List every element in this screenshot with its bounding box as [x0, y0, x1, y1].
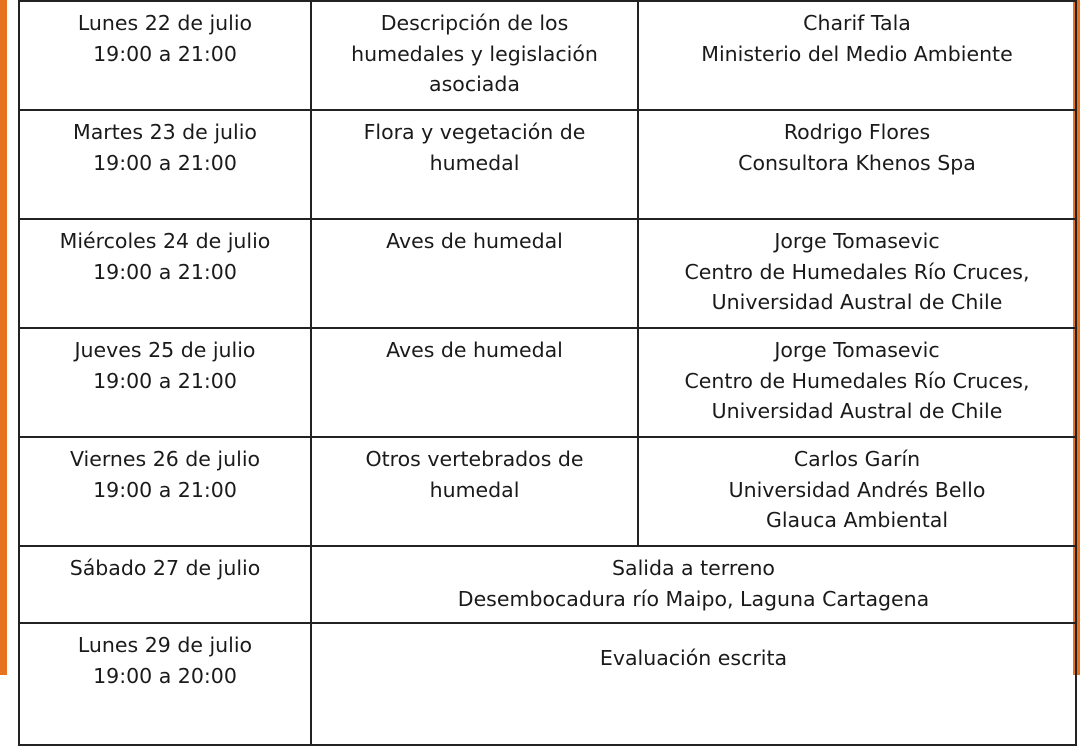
topic-line: Flora y vegetación de — [363, 120, 586, 144]
speaker-affiliation: Ministerio del Medio Ambiente — [701, 41, 1013, 66]
speaker-name: Carlos Garín — [793, 447, 921, 471]
speaker-cell — [638, 110, 1076, 219]
field-trip-cell — [311, 546, 1076, 623]
session-time: 19:00 a 21:00 — [93, 41, 237, 66]
topic-cell — [311, 437, 638, 546]
course-schedule-table — [18, 0, 1077, 746]
speaker-affiliation: Universidad Austral de Chile — [711, 290, 1003, 315]
table-row — [19, 1, 1076, 110]
speaker-affiliation: Centro de Humedales Río Cruces, — [684, 259, 1030, 284]
topic-line: humedal — [429, 150, 520, 175]
speaker-affiliation: Consultora Khenos Spa — [738, 150, 976, 175]
topic-cell — [311, 328, 638, 437]
speaker-affiliation: Centro de Humedales Río Cruces, — [684, 368, 1030, 393]
topic-cell — [311, 1, 638, 110]
table-row-field-trip — [19, 546, 1076, 623]
topic-line: Otros vertebrados de — [365, 447, 584, 471]
topic-line: Aves de humedal — [386, 229, 563, 253]
session-time: 19:00 a 21:00 — [93, 368, 237, 393]
date-cell — [19, 219, 311, 328]
session-time: 19:00 a 21:00 — [93, 477, 237, 502]
speaker-name: Jorge Tomasevic — [774, 338, 940, 362]
session-date: Lunes 22 de julio — [77, 11, 253, 35]
table-row — [19, 219, 1076, 328]
exam-label: Evaluación escrita — [599, 646, 788, 670]
topic-line: humedal — [429, 477, 520, 502]
session-time: 19:00 a 21:00 — [93, 150, 237, 175]
exam-cell — [311, 623, 1076, 745]
session-date: Miércoles 24 de julio — [59, 229, 271, 253]
speaker-name: Charif Tala — [803, 11, 911, 35]
date-cell — [19, 437, 311, 546]
topic-cell — [311, 219, 638, 328]
topic-line: asociada — [429, 72, 520, 97]
field-trip-location: Desembocadura río Maipo, Laguna Cartagena — [457, 586, 930, 611]
field-trip-title: Salida a terreno — [612, 556, 775, 580]
topic-cell — [311, 110, 638, 219]
topic-line: humedales y legislación — [351, 41, 598, 66]
speaker-affiliation: Universidad Austral de Chile — [711, 399, 1003, 424]
session-date: Jueves 25 de julio — [74, 338, 256, 362]
date-cell — [19, 1, 311, 110]
table-row — [19, 110, 1076, 219]
speaker-name: Jorge Tomasevic — [774, 229, 940, 253]
speaker-cell — [638, 437, 1076, 546]
date-cell — [19, 623, 311, 745]
session-time: 19:00 a 21:00 — [93, 259, 237, 284]
speaker-affiliation: Universidad Andrés Bello — [728, 477, 986, 502]
session-date: Viernes 26 de julio — [69, 447, 261, 471]
session-time: 19:00 a 20:00 — [93, 663, 237, 688]
speaker-cell — [638, 1, 1076, 110]
date-cell — [19, 328, 311, 437]
session-date: Martes 23 de julio — [73, 120, 257, 144]
table-row-exam — [19, 623, 1076, 745]
speaker-name: Rodrigo Flores — [783, 120, 931, 144]
session-date: Sábado 27 de julio — [69, 556, 261, 580]
table-row — [19, 437, 1076, 546]
session-date: Lunes 29 de julio — [77, 633, 253, 657]
topic-line: Aves de humedal — [386, 338, 563, 362]
date-cell — [19, 110, 311, 219]
speaker-affiliation: Glauca Ambiental — [765, 508, 949, 533]
speaker-cell — [638, 219, 1076, 328]
table-row — [19, 328, 1076, 437]
speaker-cell — [638, 328, 1076, 437]
date-cell — [19, 546, 311, 623]
topic-line: Descripción de los — [380, 11, 569, 35]
